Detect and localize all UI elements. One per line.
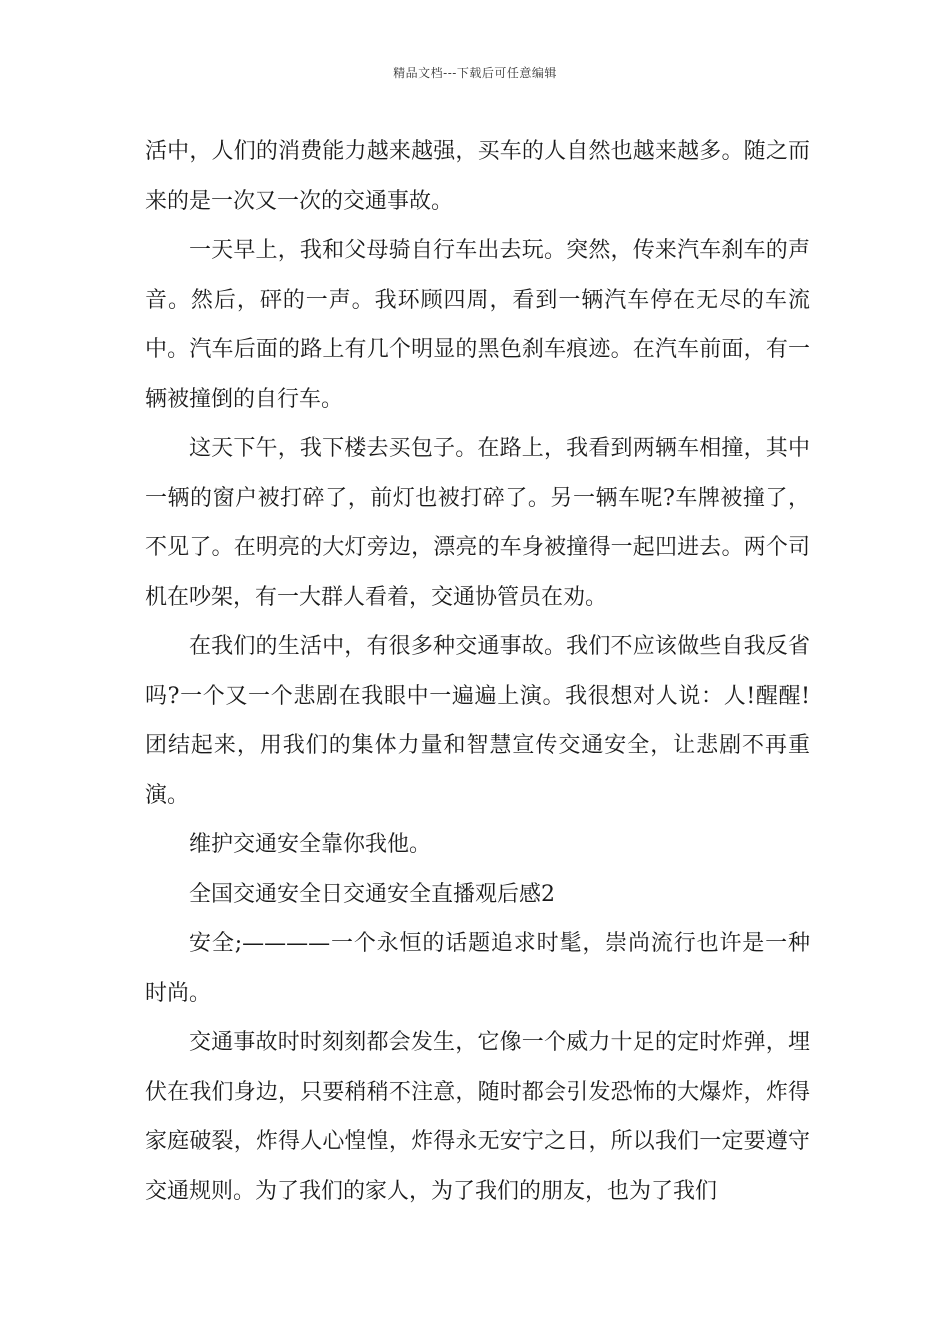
paragraph: 一天早上，我和父母骑自行车出去玩。突然，传来汽车刹车的声音。然后，砰的一声。我环顾四周，看到一辆汽车停在无尽的车流中。汽车后面的路上有几个明显的黑色刹车痕迹。在汽车前面，有一辆被撞倒的自行车。 (145, 238, 810, 412)
page-header: 精品文档---下载后可任意编辑 (393, 66, 557, 80)
paragraph: 安全;————一个永恒的话题追求时髦，崇尚流行也许是一种时尚。 (145, 931, 810, 1006)
document-body (145, 127, 810, 1216)
section-title: 全国交通安全日交通安全直播观后感2 (189, 881, 555, 907)
paragraph: 这天下午，我下楼去买包子。在路上，我看到两辆车相撞，其中一辆的窗户被打碎了，前灯也被打碎了。另一辆车呢?车牌被撞了，不见了。在明亮的大灯旁边，漂亮的车身被撞得一起凹进去。两个司机在吵架，有一大群人看着，交通协管员在劝。 (145, 436, 810, 610)
paragraph: 活中，人们的消费能力越来越强，买车的人自然也越来越多。随之而来的是一次又一次的交通事故。 (145, 139, 810, 214)
paragraph: 在我们的生活中，有很多种交通事故。我们不应该做些自我反省吗?一个又一个悲剧在我眼中一遍遍上演。我很想对人说：人!醒醒!团结起来，用我们的集体力量和智慧宣传交通安全，让悲剧不再重演。 (145, 634, 810, 808)
paragraph: 交通事故时时刻刻都会发生，它像一个威力十足的定时炸弹，埋伏在我们身边，只要稍稍不注意，随时都会引发恐怖的大爆炸，炸得家庭破裂，炸得人心惶惶，炸得永无安宁之日，所以我们一定要遵守交通规则。为了我们的家人，为了我们的朋友，也为了我们 (145, 1030, 810, 1204)
paragraph: 维护交通安全靠你我他。 (189, 832, 432, 857)
